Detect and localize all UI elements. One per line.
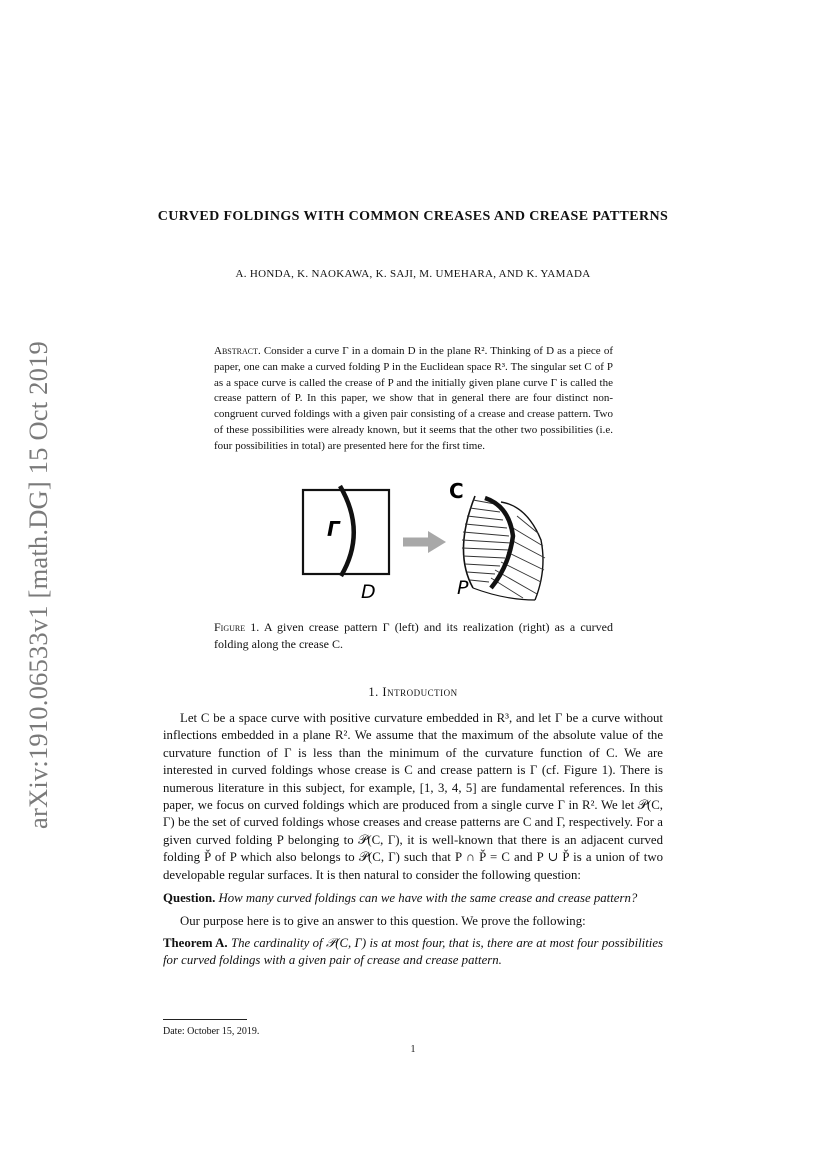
page-number: 1 xyxy=(410,1044,416,1055)
label-gamma: Γ xyxy=(327,517,340,541)
arxiv-stamp-text: arXiv:1910.06533v1 [math.DG] 15 Oct 2019 xyxy=(23,341,53,829)
label-c: C xyxy=(449,479,464,503)
paper-title: CURVED FOLDINGS WITH COMMON CREASES AND CREASE PATTERNS xyxy=(157,209,669,224)
figure-1 xyxy=(295,476,555,606)
purpose-paragraph: Our purpose here is to give an answer to this question. We prove the following: xyxy=(180,914,586,929)
folding-bottom-edge xyxy=(473,588,535,600)
introduction-body xyxy=(163,710,663,970)
section-heading-introduction: 1. Introduction xyxy=(368,685,458,699)
theorem-label: Theorem A. xyxy=(163,935,228,950)
authors: A. HONDA, K. NAOKAWA, K. SAJI, M. UMEHARA, AND K. YAMADA xyxy=(235,268,591,280)
arxiv-stamp xyxy=(0,0,60,1169)
label-p: P xyxy=(457,577,469,599)
question-label: Question. xyxy=(163,891,216,906)
figure-1-drawing xyxy=(295,476,555,606)
folding-inner-edge xyxy=(463,496,475,588)
crease-pattern-curve xyxy=(340,486,354,576)
figure-caption xyxy=(214,619,613,653)
label-d: D xyxy=(361,581,376,603)
footnote-rule xyxy=(163,1019,247,1020)
question-text: How many curved foldings can we have with the same crease and crease pattern? xyxy=(218,891,638,906)
abstract xyxy=(214,344,613,455)
intro-paragraph-1: Let C be a space curve with positive curvature embedded in R³, and let Γ be a curve without inflections embedded in a plane R². We assume that the maximum of the absolute value of the curvature function of Γ is less than the minimum of the curvature function of C. We are interested in curved foldings whose crease is C and crease pattern is Γ (cf. Figure 1). There is numerous literature in this subject, for example, [1, 3, 4, 5] are fundamental references. In this paper, we focus on curved foldings which are produced from a single curve Γ in R². We let 𝒫(C, Γ) be the set of curved foldings whose creases and crease patterns are C and Γ, respectively. For a given curved folding P belonging to 𝒫(C, Γ), it is well-known that there is an adjacent curved folding P̌ of P which also belongs to 𝒫(C, Γ) such that P ∩ P̌ = C and P ∪ P̌ is a union of two developable regular surfaces. It is then natural to consider the following question: xyxy=(163,711,663,882)
arrow-head xyxy=(428,531,446,553)
theorem-block xyxy=(163,935,663,970)
abstract-text: Consider a curve Γ in a domain D in the plane R². Thinking of D as a piece of paper, one can make a curved folding P in the Euclidean space R³. The singular set C of P as a space curve is called the crease of P and the initially given plane curve Γ is called the crease pattern of P. In this paper, we show that in general there are four distinct non-congruent curved foldings with a given pair consisting of a crease and crease pattern. Two of these possibilities were already known, but it seems that the other two possibilities (i.e. four possibilities in total) are presented here for the first time. xyxy=(214,345,613,452)
question-block xyxy=(163,890,663,907)
footnote-date: Date: October 15, 2019. xyxy=(163,1026,260,1037)
abstract-label: Abstract. xyxy=(214,345,261,357)
figure-caption-label: Figure 1. xyxy=(214,620,260,634)
theorem-text: The cardinality of 𝒫(C, Γ) is at most four, that is, there are at most four possibilities for curved foldings with a given pair of crease and crease pattern. xyxy=(163,935,664,968)
figure-caption-text: A given crease pattern Γ (left) and its realization (right) as a curved folding along the crease C. xyxy=(214,620,613,651)
